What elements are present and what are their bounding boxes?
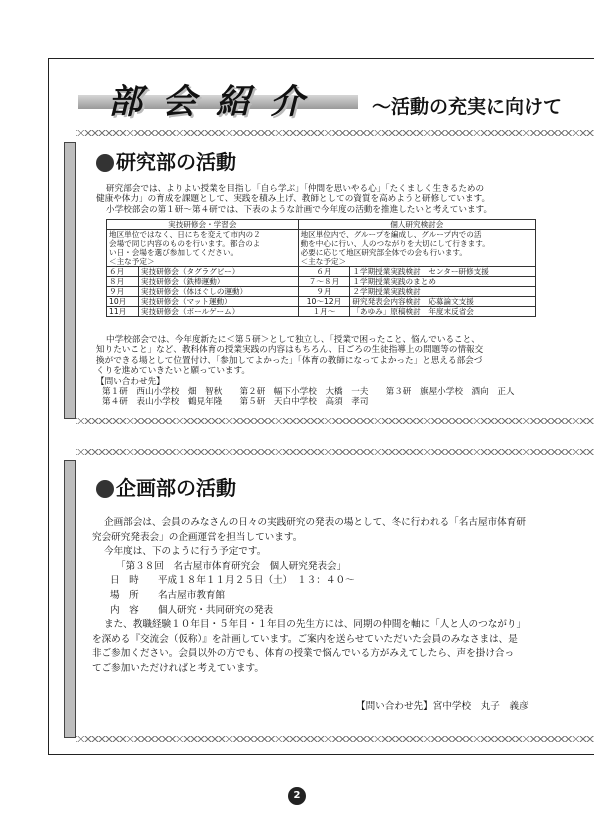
research-plan-table: [106, 219, 536, 317]
page-number: 2: [288, 787, 306, 805]
body-line: 中学校部会では、今年度新たに＜第５研＞として独立し、「授業で困ったこと、悩んでいること、: [106, 335, 480, 345]
planning-heading: 企画部の活動: [96, 472, 236, 501]
research-top-border: [76, 130, 594, 136]
planning-line: てご参加いただければと考えています。: [92, 662, 264, 674]
table-row: ８月 実技研修会（鉄棒運動） ７〜８月 １学期授業実践のまとめ: [107, 277, 536, 287]
page-title: 部会紹介: [108, 82, 324, 122]
intro-line: 健康や体力」の育成を課題として、実践を積み上げ、教師としての資質を高めようと研修しています。: [96, 194, 491, 205]
planning-line: 企画部会は、会員のみなさんの日々の実践研究の発表の場として、冬に行われる「名古屋市体育研: [104, 517, 526, 528]
planning-line: また、教職経験１０年目・５年目・１年目の先生方には、同期の仲間を軸に「人と人のつながり」: [104, 619, 527, 631]
brush-circle-icon: [96, 480, 114, 498]
planning-line: 今年度は、下のように行う予定です。: [104, 546, 267, 558]
event-place: 場 所 名古屋市教育館: [110, 589, 226, 601]
event-content: 内 容 個人研究・共同研究の発表: [110, 604, 274, 616]
event-title: 「第３８回 名古屋市体育研究会 個人研究発表会」: [116, 560, 347, 572]
table-left-desc: 地区単位ではなく、日にちを変えて市内の２ 会場で同じ内容のものを行います。都合のよ い日・会場を選び参加してください。 ＜主な予定＞: [107, 230, 299, 267]
research-heading: 研究部の活動: [96, 146, 236, 175]
table-header-right: 個人研究検討会: [298, 220, 535, 230]
page-subtitle: 〜活動の充実に向けて: [372, 96, 563, 118]
planning-contact: 【問い合わせ先】宮中学校 丸子 義彦: [356, 701, 529, 712]
body-line: くりを進めていきたいと願っています。: [96, 366, 251, 377]
research-side-tab: [64, 142, 76, 419]
research-intro: [96, 184, 492, 215]
table-row: ９月 実技研修会（体ほぐしの運動） ９月 ２学期授業実践検討: [107, 287, 536, 297]
planning-bottom-border: [76, 736, 594, 742]
research-body: [96, 335, 515, 408]
intro-line: 研究部会では、よりよい授業を目指し「自ら学ぶ」「仲間を思いやる心」「たくましく生きるための: [106, 184, 485, 194]
planning-line: を深める『交流会（仮称）』を計画しています。ご案内を送らせていただいた会員のみなさまは、是: [92, 633, 518, 645]
planning-top-border: [76, 449, 594, 455]
table-row: 11月 実技研修会（ボールゲーム） １月〜 「あゆみ」原稿検討 年度末反省会: [107, 307, 536, 317]
intro-line: 小学校部会の第１研〜第４研では、下表のような計画で今年度の活動を推進したいと考えています。: [106, 204, 493, 215]
table-header-left: 実技研修会・学習会: [107, 220, 299, 230]
table-row: 10月 実技研修会（マット運動） 10〜12月 研究発表会内容検討 応募論文支援: [107, 297, 536, 307]
event-date: 日 時 平成１８年１１月２５日（土） １３：４０〜: [110, 575, 355, 587]
contact-label: 【問い合わせ先】: [96, 376, 165, 387]
table-right-desc: 地区単位内で、グループを編成し、グループ内での活 動を中心に行い、人のつながりを大切にして行きます。 必要に応じて地区研究部全体での会も行います。 ＜主な予定＞: [298, 230, 535, 267]
research-bottom-border: [76, 418, 594, 424]
body-line: 換ができる場として位置付け、「参加してよかった」「体育の教師になってよかった」と思える部会づ: [96, 355, 483, 366]
contact-line: 第４研 表山小学校 鶴見年隆 第５研 天白中学校 高須 孝司: [102, 397, 369, 408]
brush-circle-icon: [96, 154, 114, 172]
planning-body: [92, 516, 526, 677]
planning-line: 非ご参加ください。会員以外の方でも、体育の授業で悩んでいる方がみえてしたら、声を掛け合っ: [92, 648, 515, 660]
planning-side-tab: [64, 460, 76, 738]
contact-line: 第１研 西山小学校 畑 智秋 第２研 幅下小学校 大橋 一夫 第３研 旗屋小学校 酒向 正人: [102, 387, 515, 398]
planning-line: 究会研究発表会」の企画運営を担当しています。: [92, 531, 303, 543]
body-line: 知りたいこと」など、教科体育の授業実践の内容はもちろん、日ごろの生徒指導上の問題等の情報交: [96, 345, 484, 356]
table-row: ６月 実技研修会（タグラグビー） ６月 １学期授業実践検討 センター研修支援: [107, 267, 536, 277]
